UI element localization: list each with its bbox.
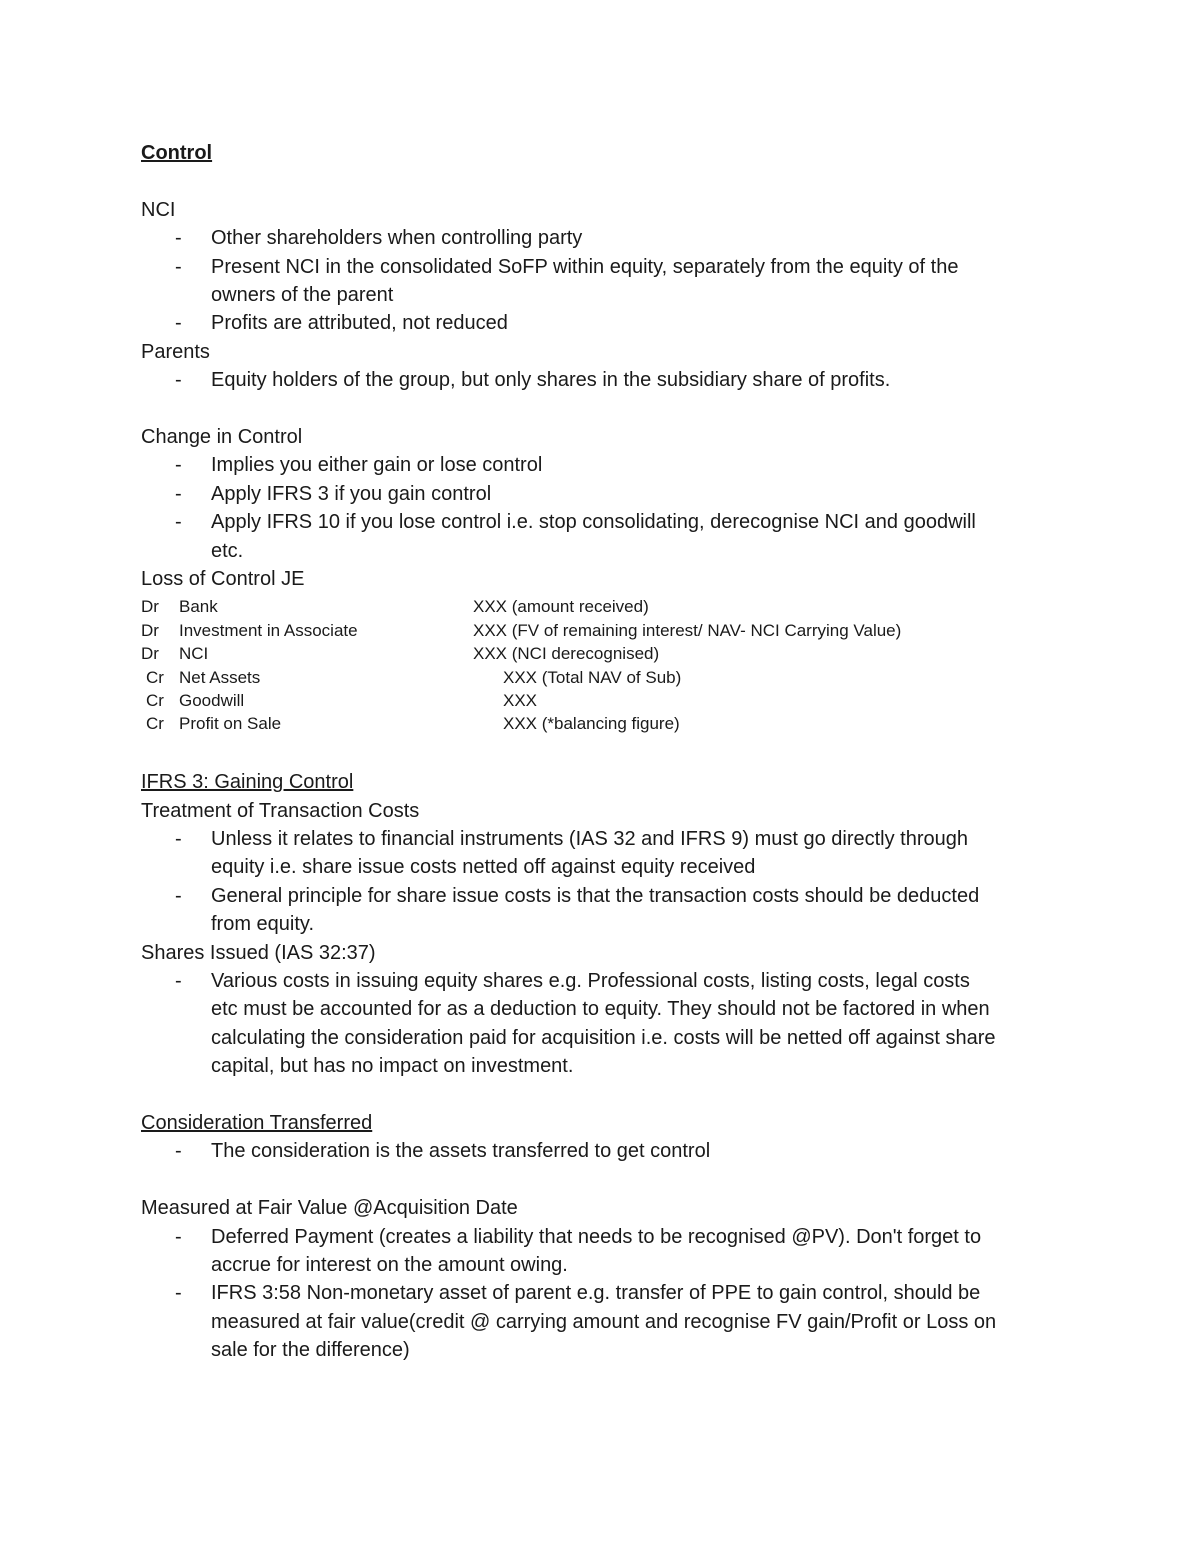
- list-item: - Various costs in issuing equity shares e.g. Professional costs, listing costs, legal costs etc must be accounted for as a deduction to equity. They should not be factored in when calculating the consideration paid for acquisition i.e. costs will be netted off against share capital, but has no impact on investment.: [141, 967, 1071, 1081]
- entry-account: Bank: [179, 597, 218, 617]
- change-in-control-list: [141, 451, 1071, 565]
- transaction-costs-list: [141, 825, 1071, 939]
- dash-bullet: -: [175, 255, 182, 278]
- spacer: [141, 1081, 1071, 1109]
- fair-value-list: [141, 1223, 1071, 1365]
- list-item-text: The consideration is the assets transferred to get control: [211, 1140, 711, 1163]
- entry-account: Goodwill: [179, 691, 245, 711]
- list-item-text: Apply IFRS 3 if you gain control: [211, 482, 492, 505]
- loss-of-control-heading: Loss of Control JE: [141, 568, 305, 591]
- entry-side: Cr: [146, 667, 164, 687]
- nci-list: [141, 224, 1071, 338]
- entry-side: Cr: [146, 691, 164, 711]
- list-item: - Apply IFRS 10 if you lose control i.e. stop consolidating, derecognise NCI and goodwill etc.: [141, 508, 1071, 565]
- dash-bullet: -: [175, 482, 182, 505]
- journal-entry-row: [141, 642, 1071, 665]
- dash-bullet: -: [175, 970, 182, 993]
- entry-amount: XXX (amount received): [473, 597, 649, 617]
- entry-amount: XXX (FV of remaining interest/ NAV- NCI Carrying Value): [473, 620, 902, 640]
- dash-bullet: -: [175, 511, 182, 534]
- fair-value-heading: Measured at Fair Value @Acquisition Date: [141, 1197, 518, 1220]
- entry-side: Cr: [146, 714, 164, 734]
- list-item: [141, 309, 1071, 337]
- spacer: [141, 167, 1071, 195]
- nci-heading: NCI: [141, 198, 176, 221]
- list-item: [141, 451, 1071, 479]
- entry-side: Dr: [141, 644, 159, 664]
- list-item-text: Other shareholders when controlling party: [211, 227, 583, 250]
- spacer: [141, 1166, 1071, 1194]
- document-page: [141, 139, 1071, 1365]
- list-item-text: Equity holders of the group, but only shares in the subsidiary share of profits.: [211, 369, 891, 392]
- parents-heading: Parents: [141, 340, 210, 363]
- dash-bullet: -: [175, 1140, 182, 1163]
- entry-side: Dr: [141, 597, 159, 617]
- list-item-text: Profits are attributed, not reduced: [211, 312, 508, 335]
- shares-issued-list: [141, 967, 1071, 1081]
- entry-amount: XXX (Total NAV of Sub): [503, 667, 682, 687]
- list-item: - Present NCI in the consolidated SoFP within equity, separately from the equity of the owners of the parent: [141, 253, 1071, 310]
- list-item: - IFRS 3:58 Non-monetary asset of parent e.g. transfer of PPE to gain control, should be measured at fair value(credit @ carrying amount and recognise FV gain/Profit or Loss on sale for the difference): [141, 1279, 1071, 1364]
- entry-account: Profit on Sale: [179, 714, 282, 734]
- entry-amount: XXX (*balancing figure): [503, 714, 680, 734]
- list-item: [141, 480, 1071, 508]
- spacer: [141, 395, 1071, 423]
- consideration-heading: Consideration Transferred: [141, 1112, 373, 1135]
- list-item: - Deferred Payment (creates a liability that needs to be recognised @PV). Don't forget to accrue for interest on the amount owing.: [141, 1223, 1071, 1280]
- dash-bullet: -: [175, 312, 182, 335]
- entry-side: Dr: [141, 620, 159, 640]
- shares-issued-heading: Shares Issued (IAS 32:37): [141, 941, 376, 964]
- page-title: Control: [141, 142, 213, 164]
- journal-entry-row: [141, 666, 1071, 689]
- journal-entry-row: [141, 595, 1071, 618]
- dash-bullet: -: [175, 454, 182, 477]
- spacer: [141, 740, 1071, 768]
- dash-bullet: -: [175, 227, 182, 250]
- list-item-text: Implies you either gain or lose control: [211, 454, 543, 477]
- dash-bullet: -: [175, 884, 182, 907]
- dash-bullet: -: [175, 1282, 182, 1305]
- entry-amount: XXX: [503, 691, 538, 711]
- change-in-control-heading: Change in Control: [141, 426, 303, 449]
- entry-account: Net Assets: [179, 667, 261, 687]
- entry-amount: XXX (NCI derecognised): [473, 644, 660, 664]
- entry-account: Investment in Associate: [179, 620, 358, 640]
- list-item: - Unless it relates to financial instruments (IAS 32 and IFRS 9) must go directly through equity i.e. share issue costs netted off against equity received: [141, 825, 1071, 882]
- list-item: [141, 224, 1071, 252]
- journal-entry-row: [141, 619, 1071, 642]
- transaction-costs-heading: Treatment of Transaction Costs: [141, 799, 420, 822]
- dash-bullet: -: [175, 369, 182, 392]
- list-item: [141, 1137, 1071, 1165]
- parents-list: [141, 366, 1071, 394]
- journal-entry: [141, 595, 1071, 735]
- journal-entry-row: [141, 689, 1071, 712]
- entry-account: NCI: [179, 644, 209, 664]
- consideration-list: [141, 1137, 1071, 1165]
- list-item: [141, 366, 1071, 394]
- journal-entry-row: [141, 712, 1071, 735]
- list-item: - General principle for share issue costs is that the transaction costs should be deducted from equity.: [141, 882, 1071, 939]
- ifrs3-heading: IFRS 3: Gaining Control: [141, 771, 354, 794]
- dash-bullet: -: [175, 828, 182, 851]
- dash-bullet: -: [175, 1225, 182, 1248]
